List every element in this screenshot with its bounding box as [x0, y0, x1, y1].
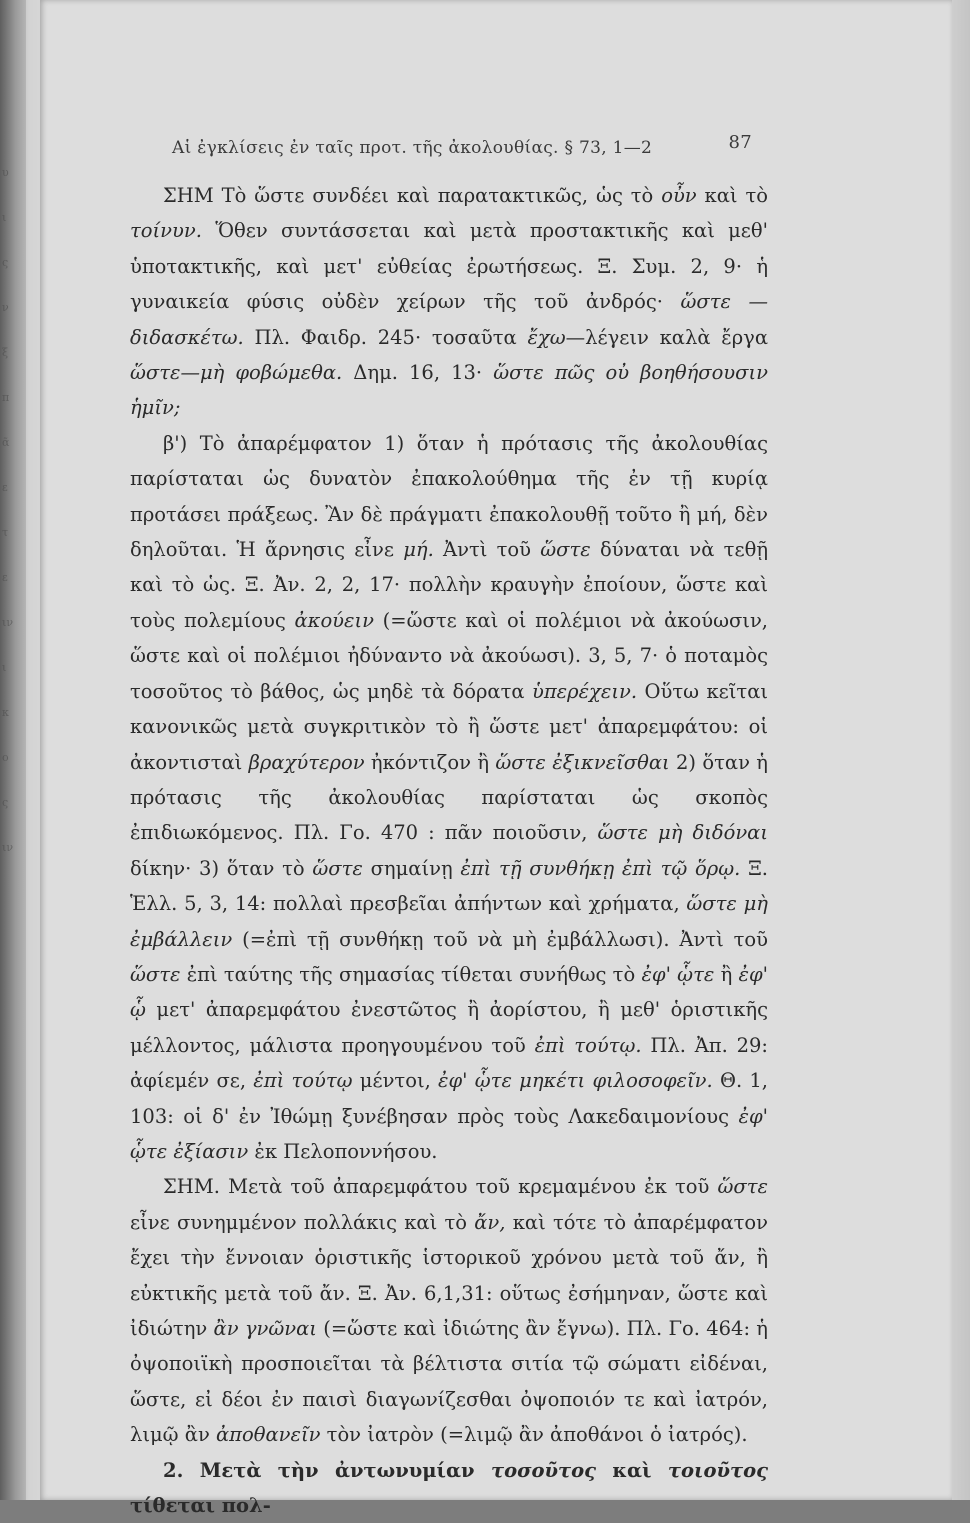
text-run: β') Τὸ ἀπαρέμφατον 1) ὅταν ἡ πρότασις τῆς ἀκολουθίας παρίσταται ὡς δυνατὸν ἐπακολούθημα τῆς ἐν τῇ κυρίᾳ προτάσει πράξεως. Ἂν δὲ πράγματι ἐπακολουθῇ τοῦτο ἢ μή, δὲν δηλοῦται. Ἡ ἄρνησις εἶνε: [130, 431, 768, 562]
text-run: ἔχω: [527, 325, 566, 349]
text-run: τὸν ἰατρὸν (=λιμῷ ἂν ἀποθάνοι ὁ ἰατρός).: [320, 1423, 748, 1447]
text-run: ἐφ' ᾧτε ἐξίασιν: [130, 1104, 768, 1163]
text-run: Πλ. Ἀπ. 29: ἀφίεμέν σε,: [130, 1033, 768, 1093]
text-run: 2. Μετὰ τὴν ἀντωνυμίαν: [163, 1458, 491, 1482]
text-run: ἀποθανεῖν: [216, 1423, 321, 1447]
bleed-glyph: ο: [2, 751, 9, 764]
text-run: ὥστε ἐξικνεῖσθαι: [495, 750, 670, 774]
text-run: ἂν γνῶναι: [213, 1317, 317, 1340]
text-run: τίθεται πολ-: [130, 1494, 271, 1518]
text-run: ἐπὶ ταύτης τῆς σημασίας τίθεται συνήθως τὸ: [180, 962, 642, 986]
text-run: Οὕτω κεῖται κανονικῶς μετὰ συγκριτικὸν τὸ ἢ ὥστε μετ' ἀπαρεμφάτου: οἱ ἀκοντισταὶ: [130, 679, 769, 774]
paragraph: [130, 178, 768, 426]
running-title: Αἱ ἐγκλίσεις ἐν ταῖς προτ. τῆς ἀκολουθίας. § 73, 1—2: [172, 138, 653, 158]
text-run: ὥστε μὴ διδόναι: [597, 821, 768, 845]
paragraph: [130, 1169, 768, 1452]
bleed-glyph: ν: [2, 301, 9, 314]
text-run: ἐπὶ τῇ συνθήκῃ ἐπὶ τῷ ὅρῳ.: [460, 856, 741, 880]
page-body-text: [130, 178, 768, 1523]
paragraph: [130, 426, 768, 1170]
text-run: μέντοι,: [352, 1069, 439, 1093]
text-run: δύναται νὰ τεθῇ καὶ τὸ ὡς. Ξ. Ἀν. 2, 2, 17· πολλὴν κραυγὴν ἐποίουν, ὥστε καὶ τοὺς πολεμίους: [130, 538, 768, 632]
text-run: ὥστε: [540, 538, 591, 562]
text-run: ΣΗΜ Τὸ ὥστε συνδέει καὶ παρατακτικῶς, ὡς τὸ: [163, 184, 662, 207]
text-run: ὥστε — διδασκέτω.: [130, 290, 768, 349]
text-run: ἐπὶ τούτῳ: [253, 1069, 353, 1093]
text-run: τοιοῦτος: [667, 1458, 768, 1482]
bleed-glyph: ι: [2, 661, 7, 674]
text-run: καὶ: [596, 1458, 668, 1482]
text-run: 2) ὅταν ἡ πρότασις τῆς ἀκολουθίας παρίσταται ὡς σκοπὸς ἐπιδιωκόμενος. Πλ. Γο. 470 : πᾶν ποιοῦσιν,: [130, 750, 768, 845]
text-run: ὥστε μὴ ἐμβάλλειν: [130, 892, 768, 951]
text-run: ἀκούειν: [294, 608, 374, 632]
text-run: (=ἐπὶ τῇ συνθήκῃ τοῦ νὰ μὴ ἐμβάλλωσι). Ἀντὶ τοῦ: [232, 927, 768, 951]
text-run: ὥστε πῶς οὐ βοηθήσουσιν ἡμῖν;: [130, 361, 768, 420]
previous-page-edge: [0, 0, 26, 1500]
text-run: σημαίνῃ: [362, 856, 461, 880]
text-run: Πλ. Φαιδρ. 245· τοσαῦτα: [243, 325, 528, 349]
running-header: [172, 132, 752, 162]
page-number: 87: [728, 132, 752, 153]
text-run: ἐπὶ τούτῳ.: [534, 1033, 642, 1057]
text-run: εἶνε συνημμένον πολλάκις καὶ τὸ: [130, 1210, 475, 1234]
text-run: ἐκ Πελοποννήσου.: [248, 1139, 438, 1163]
bleed-glyph: ε: [2, 571, 8, 584]
text-run: Ξ. Ἑλλ. 5, 3, 14: πολλαὶ πρεσβεῖαι ἀπήντων καὶ χρήματα,: [130, 856, 768, 916]
text-run: Ὅθεν συντάσσεται καὶ μετὰ προστακτικῆς καὶ μεθ' ὑποτακτικῆς, καὶ μετ' εὐθείας ἐρωτήσεως. Ξ. Συμ. 2, 9· ἡ γυναικεία φύσις οὐδὲν χείρων τῆς τοῦ ἀνδρός·: [130, 219, 768, 314]
bleed-glyph: ιν: [2, 841, 13, 854]
text-run: (=ὥστε καὶ ἰδιώτης ἂν ἔγνω). Πλ. Γο. 464: ἡ ὀψοποιϊκὴ προσποιεῖται τὰ βέλτιστα σιτία τῷ σώματι εἰδέναι, ὥστε, εἰ δέοι ἐν παισὶ διαγωνίζεσθαι ὀψοποιόν τε καὶ ἰατρόν, λιμῷ ἂν: [130, 1317, 768, 1447]
bleed-glyph: π: [2, 391, 10, 404]
text-run: δίκην· 3) ὅταν τὸ: [130, 856, 313, 880]
text-run: ἐφ' ᾧτε: [641, 962, 715, 986]
text-run: ὥστε—μὴ φοβώμεθα.: [130, 361, 343, 385]
bleed-glyph: ιν: [2, 616, 13, 629]
book-page: [40, 0, 952, 1518]
text-run: ἄν,: [474, 1210, 506, 1234]
text-run: Ἀντὶ τοῦ: [433, 538, 541, 562]
text-run: βραχύτερον: [248, 750, 365, 774]
bleed-glyph: τ: [2, 526, 9, 539]
text-run: τοσοῦτος: [490, 1458, 596, 1482]
text-run: (=ὥστε καὶ οἱ πολέμιοι νὰ ἀκούωσιν, ὥστε καὶ οἱ πολέμιοι ἠδύναντο νὰ ἀκούωσι). 3, 5, 7· ὁ ποταμὸς τοσοῦτος τὸ βάθος, ὡς μηδὲ τὰ δόρατα: [130, 608, 768, 703]
text-run: Δημ. 16, 13·: [342, 361, 494, 385]
text-run: καὶ τὸ: [696, 184, 768, 207]
text-run: ὥστε: [312, 856, 363, 880]
bleed-glyph: ε: [2, 481, 8, 494]
text-run: τοίνυν.: [130, 219, 202, 243]
text-run: ὥστε: [130, 962, 181, 986]
bleed-glyph: ξ: [2, 346, 9, 359]
bleed-glyph: κ: [2, 706, 9, 719]
text-run: ἠκόντιζον ἢ: [364, 750, 496, 774]
text-run: ἐφ' ᾧτε μηκέτι φιλοσοφεῖν.: [438, 1069, 713, 1093]
text-run: μετ' ἀπαρεμφάτου ἐνεστῶτος ἢ ἀορίστου, ἢ μεθ' ὁριστικῆς μέλλοντος, μάλιστα προηγουμένου τοῦ: [130, 998, 768, 1057]
text-run: οὖν: [661, 184, 697, 207]
text-run: ἢ: [714, 962, 739, 986]
text-run: ἐφ' ᾧ: [130, 962, 768, 1022]
bleed-glyph: ι: [2, 211, 7, 224]
bleed-glyph: ᾶ: [2, 436, 10, 449]
text-run: ὑπερέχειν.: [532, 679, 638, 703]
paragraph: [130, 1453, 768, 1523]
bleed-glyph: ς: [2, 256, 9, 269]
bleed-glyph: υ: [2, 166, 9, 179]
text-run: ὥστε: [717, 1175, 768, 1199]
text-run: —λέγειν καλὰ ἔργα: [565, 325, 768, 349]
bleed-through-letters: [2, 150, 24, 854]
text-run: ΣΗΜ. Μετὰ τοῦ ἀπαρεμφάτου τοῦ κρεμαμένου ἐκ τοῦ: [163, 1175, 718, 1199]
bleed-glyph: ς: [2, 796, 9, 809]
text-run: καὶ τότε τὸ ἀπαρέμφατον ἔχει τὴν ἔννοιαν ὁριστικῆς ἱστορικοῦ χρόνου μετὰ τοῦ ἄν, ἢ εὐκτικῆς μετὰ τοῦ ἄν. Ξ. Ἀν. 6,1,31: οὕτως ἐσήμηναν, ὥστε καὶ ἰδιώτην: [130, 1210, 768, 1340]
text-run: Θ. 1, 103: οἱ δ' ἐν Ἰθώμῃ ξυνέβησαν πρὸς τοὺς Λακεδαιμονίους: [130, 1069, 768, 1128]
text-run: μή.: [403, 538, 434, 562]
